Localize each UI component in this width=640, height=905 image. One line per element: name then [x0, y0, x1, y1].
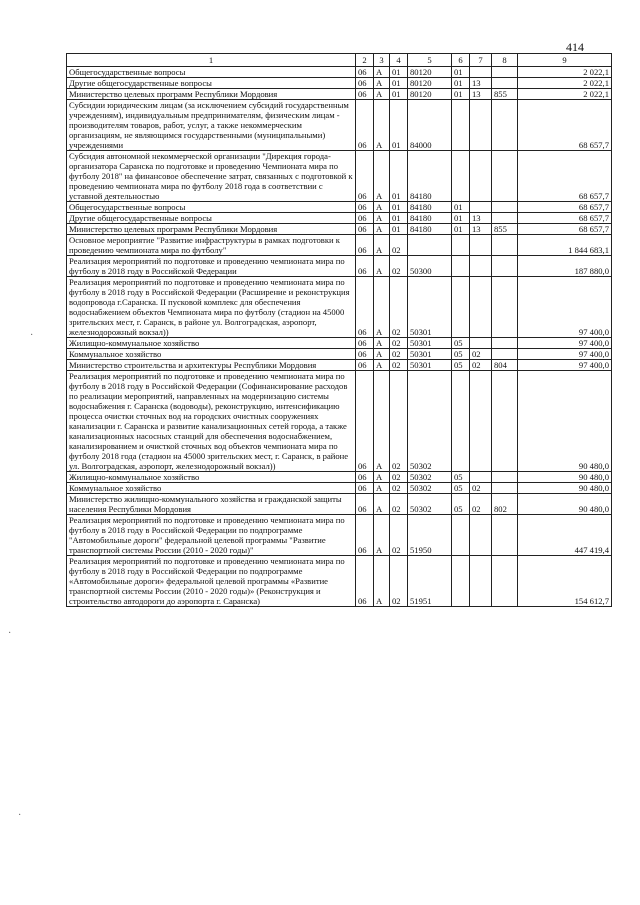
- row-description: Реализация мероприятий по подготовке и проведению чемпионата мира по футболу в 2018 году в Российской Федерации (Расширение и реконструкция водопровода г.Саранска. II пусковой комплекс для обеспечения водоснабжением объектов Чемпионата мира по футболу (стадион на 45000 зрительских мест, г. Саранск, в районе ул. Волгоградская, аэропорт, железнодорожный вокзал)): [67, 277, 356, 338]
- scan-mark: ·: [8, 628, 12, 639]
- column-header: 9: [518, 54, 612, 67]
- chapter-code: 06: [356, 235, 374, 256]
- section-code: А: [374, 349, 390, 360]
- section-code: А: [374, 89, 390, 100]
- division-code: [452, 100, 470, 151]
- expense-type-code: [492, 515, 518, 556]
- column-header-row: [67, 54, 612, 67]
- table-row: [67, 78, 612, 89]
- subdivision-code: [470, 556, 492, 607]
- amount: 68 657,7: [518, 213, 612, 224]
- subsection-code: 02: [390, 360, 408, 371]
- subdivision-code: [470, 472, 492, 483]
- division-code: 05: [452, 338, 470, 349]
- subdivision-code: [470, 256, 492, 277]
- chapter-code: 06: [356, 100, 374, 151]
- target-article-code: 84000: [408, 100, 452, 151]
- division-code: [452, 556, 470, 607]
- amount: 90 480,0: [518, 494, 612, 515]
- chapter-code: 06: [356, 78, 374, 89]
- subsection-code: 02: [390, 371, 408, 472]
- table-row: [67, 151, 612, 202]
- target-article-code: 50300: [408, 256, 452, 277]
- amount: 187 880,0: [518, 256, 612, 277]
- chapter-code: 06: [356, 89, 374, 100]
- amount: 68 657,7: [518, 100, 612, 151]
- division-code: 05: [452, 494, 470, 515]
- chapter-code: 06: [356, 349, 374, 360]
- row-description: Министерство строительства и архитектуры Республики Мордовия: [67, 360, 356, 371]
- table-row: [67, 515, 612, 556]
- division-code: 05: [452, 483, 470, 494]
- row-description: Коммунальное хозяйство: [67, 349, 356, 360]
- expense-type-code: 804: [492, 360, 518, 371]
- chapter-code: 06: [356, 202, 374, 213]
- division-code: 01: [452, 224, 470, 235]
- subsection-code: 02: [390, 235, 408, 256]
- expense-type-code: [492, 371, 518, 472]
- scan-mark: ·: [30, 330, 34, 341]
- target-article-code: 51950: [408, 515, 452, 556]
- budget-table: [66, 53, 612, 607]
- table-row: [67, 338, 612, 349]
- amount: 90 480,0: [518, 371, 612, 472]
- section-code: А: [374, 360, 390, 371]
- expense-type-code: 802: [492, 494, 518, 515]
- row-description: Жилищно-коммунальное хозяйство: [67, 472, 356, 483]
- subsection-code: 02: [390, 472, 408, 483]
- division-code: [452, 277, 470, 338]
- subdivision-code: [470, 100, 492, 151]
- subdivision-code: [470, 151, 492, 202]
- column-header: 3: [374, 54, 390, 67]
- expense-type-code: [492, 202, 518, 213]
- section-code: А: [374, 151, 390, 202]
- row-description: Министерство целевых программ Республики Мордовия: [67, 89, 356, 100]
- subsection-code: 01: [390, 78, 408, 89]
- subdivision-code: 02: [470, 360, 492, 371]
- table-row: [67, 483, 612, 494]
- section-code: А: [374, 256, 390, 277]
- section-code: А: [374, 556, 390, 607]
- division-code: [452, 371, 470, 472]
- division-code: 01: [452, 89, 470, 100]
- row-description: Реализация мероприятий по подготовке и проведению чемпионата мира по футболу в 2018 году в Российской Федерации по подпрограмме "Автомобильные дороги" федеральной целевой программы "Развитие транспортной системы России (2010 - 2020 годы)": [67, 515, 356, 556]
- amount: 97 400,0: [518, 360, 612, 371]
- expense-type-code: [492, 556, 518, 607]
- row-description: Министерство целевых программ Республики Мордовия: [67, 224, 356, 235]
- amount: 97 400,0: [518, 338, 612, 349]
- amount: 90 480,0: [518, 472, 612, 483]
- expense-type-code: [492, 483, 518, 494]
- amount: 1 844 683,1: [518, 235, 612, 256]
- subsection-code: 02: [390, 483, 408, 494]
- chapter-code: 06: [356, 213, 374, 224]
- table-body: [67, 67, 612, 607]
- row-description: Другие общегосударственные вопросы: [67, 78, 356, 89]
- subdivision-code: 13: [470, 78, 492, 89]
- table-row: [67, 224, 612, 235]
- subdivision-code: 13: [470, 89, 492, 100]
- target-article-code: 50302: [408, 371, 452, 472]
- section-code: А: [374, 483, 390, 494]
- target-article-code: 50301: [408, 338, 452, 349]
- division-code: [452, 515, 470, 556]
- target-article-code: 80120: [408, 89, 452, 100]
- subdivision-code: [470, 515, 492, 556]
- subdivision-code: [470, 235, 492, 256]
- target-article-code: 50301: [408, 360, 452, 371]
- row-description: Жилищно-коммунальное хозяйство: [67, 338, 356, 349]
- division-code: 05: [452, 472, 470, 483]
- chapter-code: 06: [356, 256, 374, 277]
- subsection-code: 02: [390, 256, 408, 277]
- subsection-code: 01: [390, 100, 408, 151]
- chapter-code: 06: [356, 494, 374, 515]
- subdivision-code: [470, 202, 492, 213]
- table-row: [67, 349, 612, 360]
- table-row: [67, 235, 612, 256]
- target-article-code: 84180: [408, 202, 452, 213]
- expense-type-code: [492, 349, 518, 360]
- amount: 97 400,0: [518, 277, 612, 338]
- expense-type-code: [492, 472, 518, 483]
- subsection-code: 01: [390, 213, 408, 224]
- division-code: 01: [452, 202, 470, 213]
- row-description: Субсидии юридическим лицам (за исключением субсидий государственным учреждениям), индивидуальным предпринимателям, физическим лицам - производителям товаров, работ, услуг, а также некоммерческим организациям, не являющимся государственными (муниципальными) учреждениями: [67, 100, 356, 151]
- subdivision-code: [470, 277, 492, 338]
- column-header: 4: [390, 54, 408, 67]
- division-code: [452, 235, 470, 256]
- section-code: А: [374, 202, 390, 213]
- division-code: 01: [452, 213, 470, 224]
- section-code: А: [374, 224, 390, 235]
- subsection-code: 02: [390, 277, 408, 338]
- expense-type-code: [492, 256, 518, 277]
- target-article-code: 84180: [408, 213, 452, 224]
- expense-type-code: [492, 151, 518, 202]
- amount: 68 657,7: [518, 202, 612, 213]
- expense-type-code: [492, 78, 518, 89]
- subsection-code: 01: [390, 67, 408, 78]
- table-row: [67, 213, 612, 224]
- scan-mark: ·: [18, 810, 22, 821]
- section-code: А: [374, 100, 390, 151]
- column-header: 6: [452, 54, 470, 67]
- page-number: 414: [566, 40, 584, 54]
- section-code: А: [374, 515, 390, 556]
- column-header: 5: [408, 54, 452, 67]
- amount: 90 480,0: [518, 483, 612, 494]
- table-row: [67, 494, 612, 515]
- chapter-code: 06: [356, 515, 374, 556]
- subdivision-code: [470, 371, 492, 472]
- chapter-code: 06: [356, 277, 374, 338]
- section-code: А: [374, 494, 390, 515]
- table-row: [67, 360, 612, 371]
- table-row: [67, 67, 612, 78]
- amount: 68 657,7: [518, 224, 612, 235]
- subdivision-code: 13: [470, 213, 492, 224]
- target-article-code: 50302: [408, 472, 452, 483]
- section-code: А: [374, 235, 390, 256]
- target-article-code: [408, 235, 452, 256]
- table-row: [67, 277, 612, 338]
- subdivision-code: 13: [470, 224, 492, 235]
- division-code: 01: [452, 67, 470, 78]
- subsection-code: 02: [390, 338, 408, 349]
- target-article-code: 84180: [408, 151, 452, 202]
- row-description: Реализация мероприятий по подготовке и проведению чемпионата мира по футболу в 2018 году в Российской Федерации по подпрограмме «Автомобильные дороги» федеральной целевой программы «Развитие транспортной системы России (2010 - 2020 годы)» (Реконструкция и строительство автодороги до аэропорта г. Саранска): [67, 556, 356, 607]
- table-row: [67, 371, 612, 472]
- target-article-code: 50302: [408, 483, 452, 494]
- table-row: [67, 472, 612, 483]
- section-code: А: [374, 371, 390, 472]
- division-code: 05: [452, 349, 470, 360]
- subdivision-code: 02: [470, 494, 492, 515]
- table-row: [67, 100, 612, 151]
- subsection-code: 01: [390, 151, 408, 202]
- division-code: 05: [452, 360, 470, 371]
- chapter-code: 06: [356, 371, 374, 472]
- target-article-code: 51951: [408, 556, 452, 607]
- target-article-code: 84180: [408, 224, 452, 235]
- column-header: 7: [470, 54, 492, 67]
- section-code: А: [374, 78, 390, 89]
- row-description: Другие общегосударственные вопросы: [67, 213, 356, 224]
- chapter-code: 06: [356, 224, 374, 235]
- subdivision-code: 02: [470, 483, 492, 494]
- row-description: Коммунальное хозяйство: [67, 483, 356, 494]
- target-article-code: 50302: [408, 494, 452, 515]
- amount: 2 022,1: [518, 78, 612, 89]
- chapter-code: 06: [356, 556, 374, 607]
- expense-type-code: [492, 338, 518, 349]
- subsection-code: 02: [390, 515, 408, 556]
- row-description: Основное мероприятие "Развитие инфраструктуры в рамках подготовки к проведению чемпионата мира по футболу": [67, 235, 356, 256]
- amount: 447 419,4: [518, 515, 612, 556]
- section-code: А: [374, 67, 390, 78]
- subdivision-code: [470, 338, 492, 349]
- expense-type-code: 855: [492, 89, 518, 100]
- amount: 2 022,1: [518, 89, 612, 100]
- division-code: [452, 151, 470, 202]
- amount: 154 612,7: [518, 556, 612, 607]
- expense-type-code: [492, 235, 518, 256]
- expense-type-code: [492, 213, 518, 224]
- column-header: 2: [356, 54, 374, 67]
- row-description: Общегосударственные вопросы: [67, 67, 356, 78]
- amount: 2 022,1: [518, 67, 612, 78]
- chapter-code: 06: [356, 483, 374, 494]
- row-description: Реализация мероприятий по подготовке и проведению чемпионата мира по футболу в 2018 году в Российской Федерации (Софинансирование расходов по реализации мероприятий, направленных на модернизацию системы водоснабжения г. Саранска (водоводы), реконструкцию, интенсификацию процесса очистки сточных вод на городских очистных сооружениях канализации г. Саранска и развитие канализационных сетей города, а также канализационных насосных станций для обеспечения водоснабжением, канализированием и очисткой сточных вод объектов чемпионата мира по футболу 2018 года (стадион на 45000 зрительских мест, г. Саранск, в районе ул. Волгоградская, аэропорт, железнодорожный вокзал)): [67, 371, 356, 472]
- column-header: 1: [67, 54, 356, 67]
- target-article-code: 50301: [408, 277, 452, 338]
- expense-type-code: [492, 277, 518, 338]
- target-article-code: 50301: [408, 349, 452, 360]
- subsection-code: 02: [390, 494, 408, 515]
- subdivision-code: [470, 67, 492, 78]
- target-article-code: 80120: [408, 78, 452, 89]
- subdivision-code: 02: [470, 349, 492, 360]
- table-row: [67, 556, 612, 607]
- row-description: Субсидия автономной некоммерческой организации "Дирекция города-организатора Саранска по подготовке и проведению Чемпионата мира по футболу 2018" на финансовое обеспечение затрат, связанных с подготовкой к проведению чемпионата мира по футболу 2018 года в соответствии с уставной деятельностью: [67, 151, 356, 202]
- subsection-code: 01: [390, 224, 408, 235]
- subsection-code: 02: [390, 349, 408, 360]
- expense-type-code: [492, 67, 518, 78]
- chapter-code: 06: [356, 151, 374, 202]
- row-description: Реализация мероприятий по подготовке и проведению чемпионата мира по футболу в 2018 году в Российской Федерации: [67, 256, 356, 277]
- expense-type-code: [492, 100, 518, 151]
- amount: 68 657,7: [518, 151, 612, 202]
- row-description: Министерство жилищно-коммунального хозяйства и гражданской защиты населения Республики Мордовия: [67, 494, 356, 515]
- subsection-code: 01: [390, 202, 408, 213]
- chapter-code: 06: [356, 338, 374, 349]
- table-row: [67, 256, 612, 277]
- section-code: А: [374, 338, 390, 349]
- section-code: А: [374, 277, 390, 338]
- table-row: [67, 202, 612, 213]
- column-header: 8: [492, 54, 518, 67]
- division-code: [452, 256, 470, 277]
- chapter-code: 06: [356, 472, 374, 483]
- subsection-code: 01: [390, 89, 408, 100]
- section-code: А: [374, 213, 390, 224]
- table-row: [67, 89, 612, 100]
- chapter-code: 06: [356, 67, 374, 78]
- row-description: Общегосударственные вопросы: [67, 202, 356, 213]
- expense-type-code: 855: [492, 224, 518, 235]
- section-code: А: [374, 472, 390, 483]
- subsection-code: 02: [390, 556, 408, 607]
- amount: 97 400,0: [518, 349, 612, 360]
- chapter-code: 06: [356, 360, 374, 371]
- target-article-code: 80120: [408, 67, 452, 78]
- division-code: 01: [452, 78, 470, 89]
